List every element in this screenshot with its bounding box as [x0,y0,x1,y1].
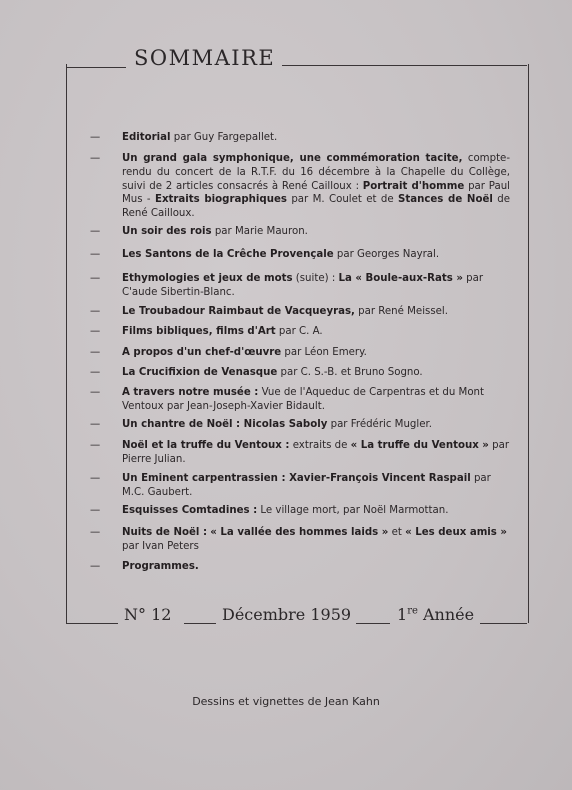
bottom-rule-1 [66,623,118,624]
entry-text [122,504,510,518]
entry-dash: — [90,527,101,538]
entry-detail: par Frédéric Mugler. [327,419,432,430]
entry-title-bold: Portrait d'homme [362,180,465,192]
entry-detail: par René Meissel. [354,306,448,317]
entry-detail: par M.C. Gaubert. [122,473,491,498]
entry-detail: par Pierre Julian. [122,440,510,465]
entry-dash: — [90,326,101,337]
entry-title-bold: Films bibliques, films d'Art [122,326,276,337]
entry-dash: — [90,505,101,516]
entry-detail: par Guy Fargepallet. [170,132,278,143]
entry-detail: Vue de l'Aqueduc de Carpentras et du Mont Ventoux par Jean-Joseph-Xavier Bidault. [122,387,485,412]
entry-text [122,418,510,432]
entry-title-bold: Nuits de Noël : [122,527,208,538]
top-rule-left [66,67,126,68]
entry-text [122,325,510,339]
entry-title-bold: A travers notre musée : [122,387,259,398]
entry-title-bold: Stances de Noël [398,194,493,206]
page-title: SOMMAIRE [134,46,276,70]
entry-detail: par C. S.-B. et Bruno Sogno. [277,367,423,378]
entry-title-bold: « La truffe du Ventoux » [350,440,489,451]
entry-text [122,526,510,554]
entry-title-bold: Un chantre de Noël : Nicolas Saboly [122,419,328,430]
entry-dash: — [90,132,101,143]
entry-dash: — [90,387,101,398]
entry-text [122,248,510,262]
bottom-rule-2 [184,623,216,624]
entry-text [122,560,510,574]
entry-dash: — [90,440,101,451]
entry-text [122,152,510,221]
entry-dash: — [90,249,101,260]
entry-detail: par Georges Nayral. [333,249,440,260]
entry-title-bold: « La vallée des hommes laids » [210,527,389,538]
entry-detail: par Marie Mauron. [211,226,308,237]
entry-detail: compte-rendu du concert de la R.T.F. du 16 décembre à la Chapelle du Collège, suivi de 2 articles consacrés à René Cailloux : [122,153,511,192]
entry-title-bold: Les Santons de la Crêche Provençale [122,249,334,260]
entry-title-bold: « Les deux amis » [405,527,507,538]
entry-dash: — [90,153,101,164]
issue-date: Décembre 1959 [222,605,352,624]
entry-detail: extraits de [289,440,351,451]
entry-dash: — [90,347,101,358]
entry-title-bold: A propos d'un chef-d'œuvre [122,347,282,358]
issue-number: N° 12 [124,605,172,624]
entry-text [122,386,510,414]
issue-year [397,605,474,624]
entry-text [122,472,510,500]
entry-detail: par M. Coulet et de [286,194,399,206]
entry-dash: — [90,473,101,484]
entry-text [122,225,510,239]
entry-text [122,305,510,319]
bottom-rule-4 [480,623,527,624]
entry-title-bold: Un grand gala symphonique, une commémoration tacite, [122,153,463,164]
entry-detail: par C. A. [275,326,323,337]
entry-detail: par Ivan Peters [122,540,199,552]
issue-year-number: 1 [397,605,408,624]
entry-dash: — [90,273,101,284]
entry-detail: Le village mort, par Noël Marmottan. [257,505,449,516]
entry-text [122,366,510,380]
entry-detail: par Léon Emery. [281,347,367,358]
entry-text [122,346,510,360]
entry-title-bold: Le Troubadour Raimbaut de Vacqueyras, [122,306,355,317]
entry-title-bold: Programmes. [122,561,199,572]
top-rule-right [282,65,527,66]
entry-title-bold: La « Boule-aux-Rats » [338,273,463,284]
entry-title-bold: Un soir des rois [122,226,212,237]
entry-detail: par Paul Mus - [122,180,510,206]
entry-dash: — [90,306,101,317]
bottom-rule-3 [356,623,390,624]
entry-detail: de René Cailloux. [122,194,510,220]
entry-dash: — [90,419,101,430]
entry-detail: et [388,527,406,538]
entry-text [122,131,510,145]
issue-year-word: Année [417,605,475,624]
entry-text [122,439,510,467]
entry-dash: — [90,367,101,378]
entry-title-bold: Editorial [122,132,171,143]
entry-title-bold: La Crucifixion de Venasque [122,367,278,378]
entry-title-bold: Esquisses Comtadines : [122,505,258,516]
entry-text [122,272,510,300]
entry-title-bold: Ethymologies et jeux de mots [122,273,293,284]
entry-detail: par C'aude Sibertin-Blanc. [122,273,484,298]
entry-dash: — [90,561,101,572]
entry-detail: (suite) : [292,273,339,284]
entry-dash: — [90,226,101,237]
entry-title-bold: Noël et la truffe du Ventoux : [122,440,290,451]
entry-title-bold: Un Eminent carpentrassien : Xavier-François Vincent Raspail [122,473,471,484]
illustration-credit: Dessins et vignettes de Jean Kahn [192,695,380,708]
issue-year-sup: re [407,605,418,617]
entry-title-bold: Extraits biographiques [154,194,287,206]
